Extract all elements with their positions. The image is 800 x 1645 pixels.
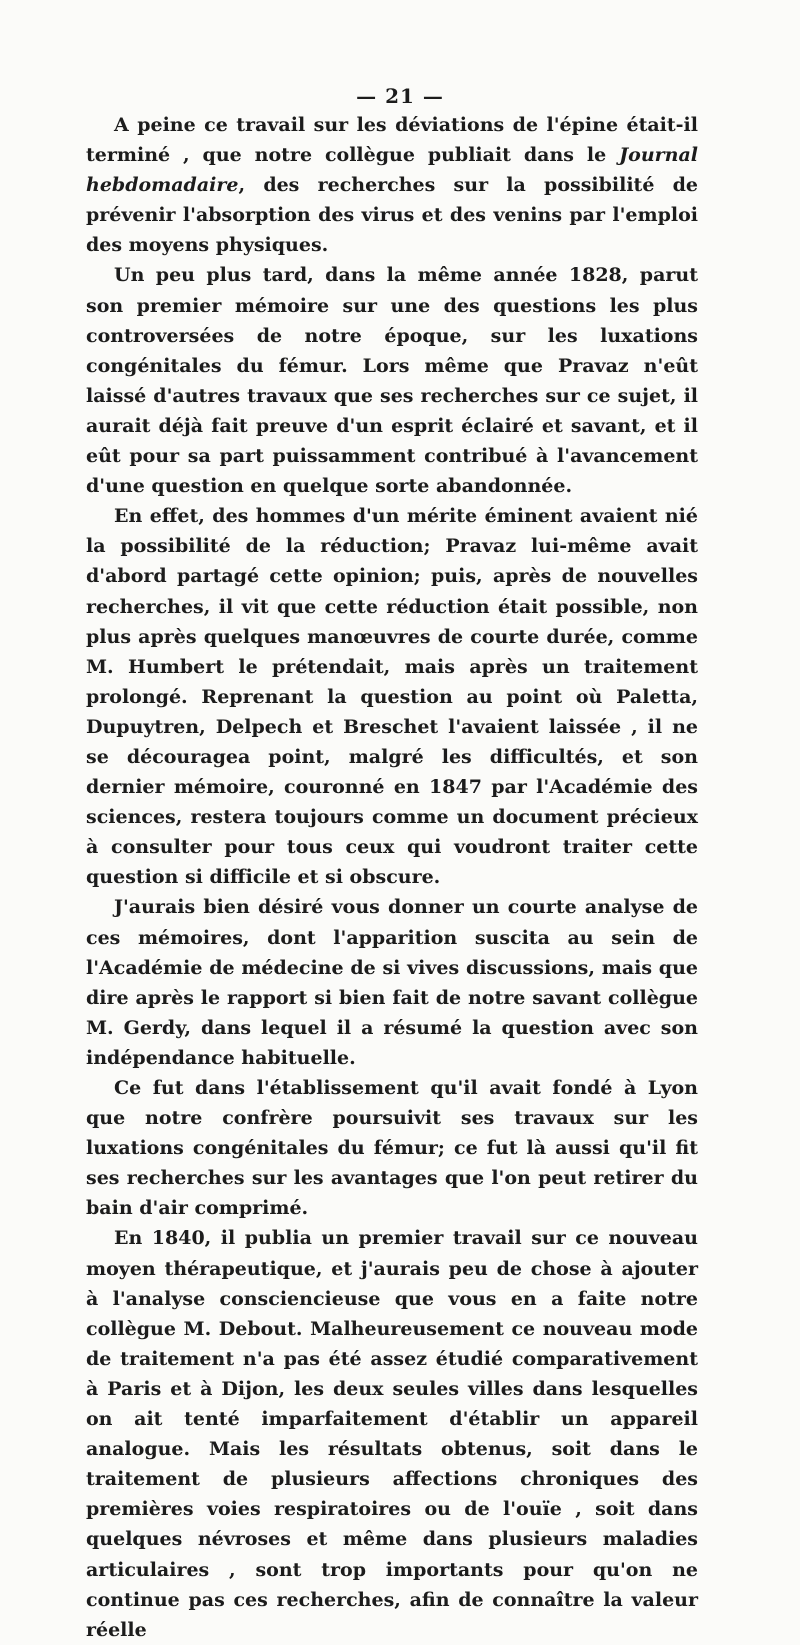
body-text (86, 110, 698, 1645)
paragraph-1-text-end: , des recherches sur la possibilité de prévenir l'absorption des virus et des venins par l'emploi des moyens physiques. (86, 174, 698, 257)
page-number: — 21 — (356, 84, 444, 108)
paragraph-5: Ce fut dans l'établissement qu'il avait fondé à Lyon que notre confrère poursuivit ses travaux sur les luxations congénitales du fémur; ce fut là aussi qu'il fit ses recherches sur les avantages que l'on peut retirer du bain d'air comprimé. (86, 1077, 698, 1220)
paragraph-1 (86, 110, 698, 260)
paragraph-3: En effet, des hommes d'un mérite éminent avaient nié la possibilité de la réduction; Pravaz lui-même avait d'abord partagé cette opinion; puis, après de nouvelles recherches, il vit que cette réduction était possible, non plus après quelques manœuvres de courte durée, comme M. Humbert le prétendait, mais après un traitement prolongé. Reprenant la question au point où Paletta, Dupuytren, Delpech et Breschet l'avaient laissée , il ne se découragea point, malgré les difficultés, et son dernier mémoire, couronné en 1847 par l'Académie des sciences, restera toujours comme un document précieux à consulter pour tous ceux qui voudront traiter cette question si difficile et si obscure. (86, 505, 698, 889)
paragraph-4: J'aurais bien désiré vous donner un courte analyse de ces mémoires, dont l'apparition suscita au sein de l'Académie de médecine de si vives discussions, mais que dire après le rapport si bien fait de notre savant collègue M. Gerdy, dans lequel il a résumé la question avec son indépendance habituelle. (86, 896, 698, 1069)
paragraph-2: Un peu plus tard, dans la même année 1828, parut son premier mémoire sur une des questions les plus controversées de notre époque, sur les luxations congénitales du fémur. Lors même que Pravaz n'eût laissé d'autres travaux que ses recherches sur ce sujet, il aurait déjà fait preuve d'un esprit éclairé et savant, et il eût pour sa part puissamment contribué à l'avancement d'une question en quelque sorte abandonnée. (86, 264, 698, 498)
journal-title: Journal hebdomadaire (86, 144, 698, 197)
paragraph-1-text-start: A peine ce travail sur les déviations de l'épine était-il terminé , que notre collègue publiait dans le (86, 114, 698, 167)
paragraph-6: En 1840, il publia un premier travail sur ce nouveau moyen thérapeutique, et j'aurais peu de chose à ajouter à l'analyse consciencieuse que vous en a faite notre collègue M. Debout. Malheureusement ce nouveau mode de traitement n'a pas été assez étudié comparativement à Paris et à Dijon, les deux seules villes dans lesquelles on ait tenté imparfaitement d'établir un appareil analogue. Mais les résultats obtenus, soit dans le traitement de plusieurs affections chroniques des premières voies respiratoires ou de l'ouïe , soit dans quelques névroses et même dans plusieurs maladies articulaires , sont trop importants pour qu'on ne continue pas ces recherches, afin de connaître la valeur réelle (86, 1227, 698, 1641)
